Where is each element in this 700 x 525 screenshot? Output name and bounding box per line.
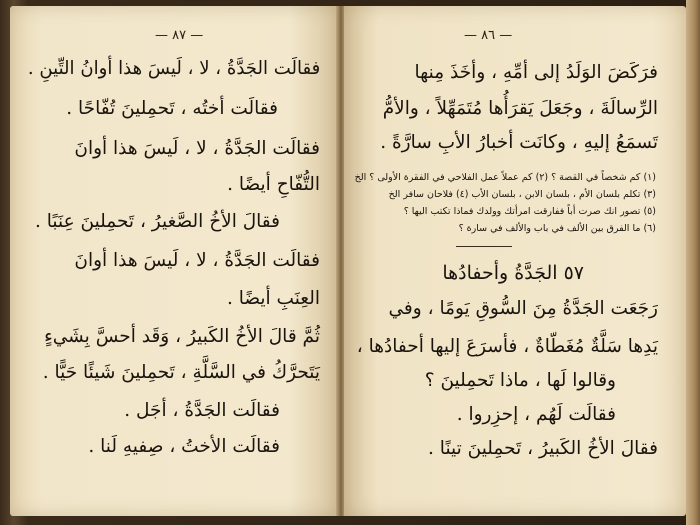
text-line: فقالَت الجَدَّةُ ، لا ، لَيسَ هذا أوانَ [74,138,320,159]
text-line: فقالَت الجَدَّةُ ، لا ، لَيسَ هذا أوانُ التِّينِ . [27,58,320,79]
page-number-left: — ٨٧ — [155,28,204,43]
right-page [344,6,686,516]
exercise-line: (١) كم شخصاً في القصة ؟ (٢) كم عملاً عمل الفلاحي في الفقرة الأولى ؟ الخ [354,172,656,183]
book-edge [686,0,700,525]
text-line: يَتَحرَّكُ في السَّلَّةِ ، تَحمِلينَ شَيئًا حَيًّا . [42,362,320,383]
left-page [10,6,338,516]
lesson-title: ٥٧ الجَدَّةُ وأحفادُها [442,262,584,284]
text-line: يَدِها سَلَّةٌ مُغَطّاةٌ ، فأسرَعَ إليها أحفادُها ، [356,336,658,357]
text-line: فقالَت أختُه ، تَحمِلينَ تُفّاحًا . [66,98,278,119]
text-line: فقالَ الأخُ الصَّغيرُ ، تَحمِلينَ عِنَبًا . [35,211,280,232]
text-line: فرَكَضَ الوَلَدُ إلى أمِّهِ ، وأخَذَ مِنها [414,62,658,83]
section-divider [456,246,512,247]
text-line: رَجَعَت الجَدَّةُ مِنَ السُّوقِ يَومًا ، وفي [388,298,658,319]
page-number-right: — ٨٦ — [464,28,513,43]
text-line: فقالَت لَهُم ، إحزِروا . [456,404,616,425]
text-line: التُّفّاحِ أيضًا . [227,174,320,195]
text-line: فقالَت الجَدَّةُ ، لا ، لَيسَ هذا أوانَ [74,250,320,271]
text-line: فقالَت الأختُ ، صِفيهِ لَنا . [88,436,280,457]
text-line: تَسمَعُ إليهِ ، وكانَت أخبارُ الأبِ سارَّةً . [380,132,658,153]
exercise-line: (٦) ما الفرق بين الألف في باب والألف في سارة ؟ [458,223,656,234]
exercise-line: (٥) تصور انك صرت أباً ففارقت امرأتك وولدك فماذا تكتب اليها ؟ [403,206,656,217]
text-line: فقالَت الجَدَّةُ ، أجَل . [124,400,280,421]
text-line: العِنَبِ أيضًا . [226,288,320,309]
text-line: الرِّسالَةَ ، وجَعَلَ يَقرَأُها مُتَمَهِّلاً ، والأمُّ [382,98,658,119]
text-line: ثُمَّ قالَ الأخُ الكَبيرُ ، وَقَد أحسَّ بِشَيءٍ [44,326,320,347]
exercise-line: (٣) تكلم بلسان الأم ، بلسان الابن ، بلسان الأب (٤) فلاحان سافر الخ [388,189,656,200]
text-line: فقالَ الأخُ الكَبيرُ ، تَحمِلينَ تينًا . [428,438,658,459]
text-line: وقالوا لَها ، ماذا تَحمِلينَ ؟ [424,370,616,391]
